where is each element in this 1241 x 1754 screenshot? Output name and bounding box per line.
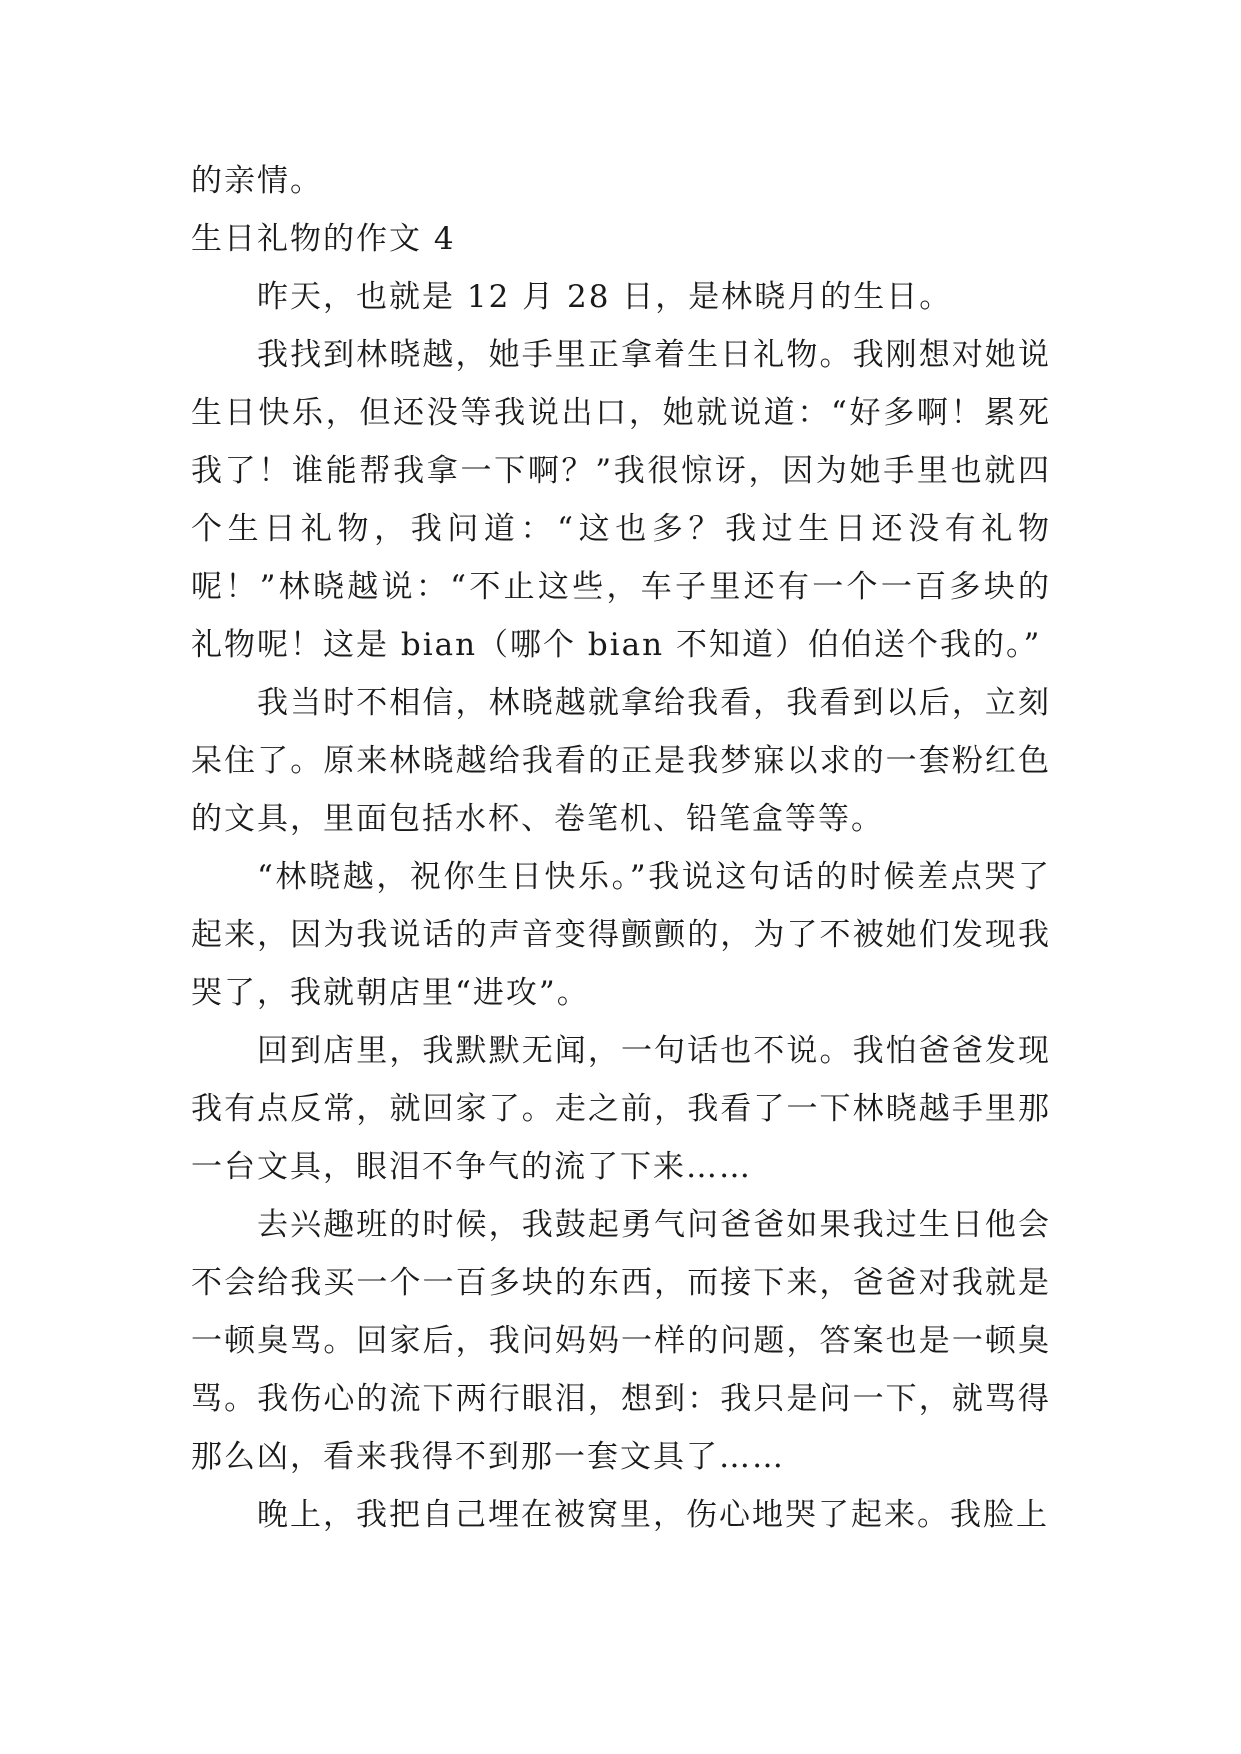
- paragraph: 去兴趣班的时候，我鼓起勇气问爸爸如果我过生日他会不会给我买一个一百多块的东西，而接下来，爸爸对我就是一顿臭骂。回家后，我问妈妈一样的问题，答案也是一顿臭骂。我伤心的流下两行眼泪，想到：我只是问一下，就骂得那么凶，看来我得不到那一套文具了……: [191, 1207, 1051, 1475]
- paragraph: 我当时不相信，林晓越就拿给我看，我看到以后，立刻呆住了。原来林晓越给我看的正是我梦寐以求的一套粉红色的文具，里面包括水杯、卷笔机、铅笔盒等等。: [191, 685, 1051, 837]
- paragraph: 昨天，也就是 12 月 28 日，是林晓月的生日。: [257, 279, 953, 315]
- essay-title: 生日礼物的作文 4: [191, 221, 456, 257]
- paragraph: “林晓越，祝你生日快乐。”我说这句话的时候差点哭了起来，因为我说话的声音变得颤颤的，为了不被她们发现我哭了，我就朝店里“进攻”。: [191, 859, 1051, 1011]
- paragraph: 回到店里，我默默无闻，一句话也不说。我怕爸爸发现我有点反常，就回家了。走之前，我看了一下林晓越手里那一台文具，眼泪不争气的流了下来……: [191, 1033, 1051, 1185]
- paragraph: 我找到林晓越，她手里正拿着生日礼物。我刚想对她说生日快乐，但还没等我说出口，她就说道：“好多啊！累死我了！谁能帮我拿一下啊？”我很惊讶，因为她手里也就四个生日礼物，我问道：“这也多？我过生日还没有礼物呢！”林晓越说：“不止这些，车子里还有一个一百多块的礼物呢！这是 bian（哪个 bian 不知道）伯伯送个我的。”: [191, 337, 1051, 663]
- paragraph: 晚上，我把自己埋在被窝里，伤心地哭了起来。我脸上: [257, 1497, 1049, 1533]
- paragraph-continuation: 的亲情。: [191, 163, 323, 199]
- document-body: [191, 152, 1051, 1544]
